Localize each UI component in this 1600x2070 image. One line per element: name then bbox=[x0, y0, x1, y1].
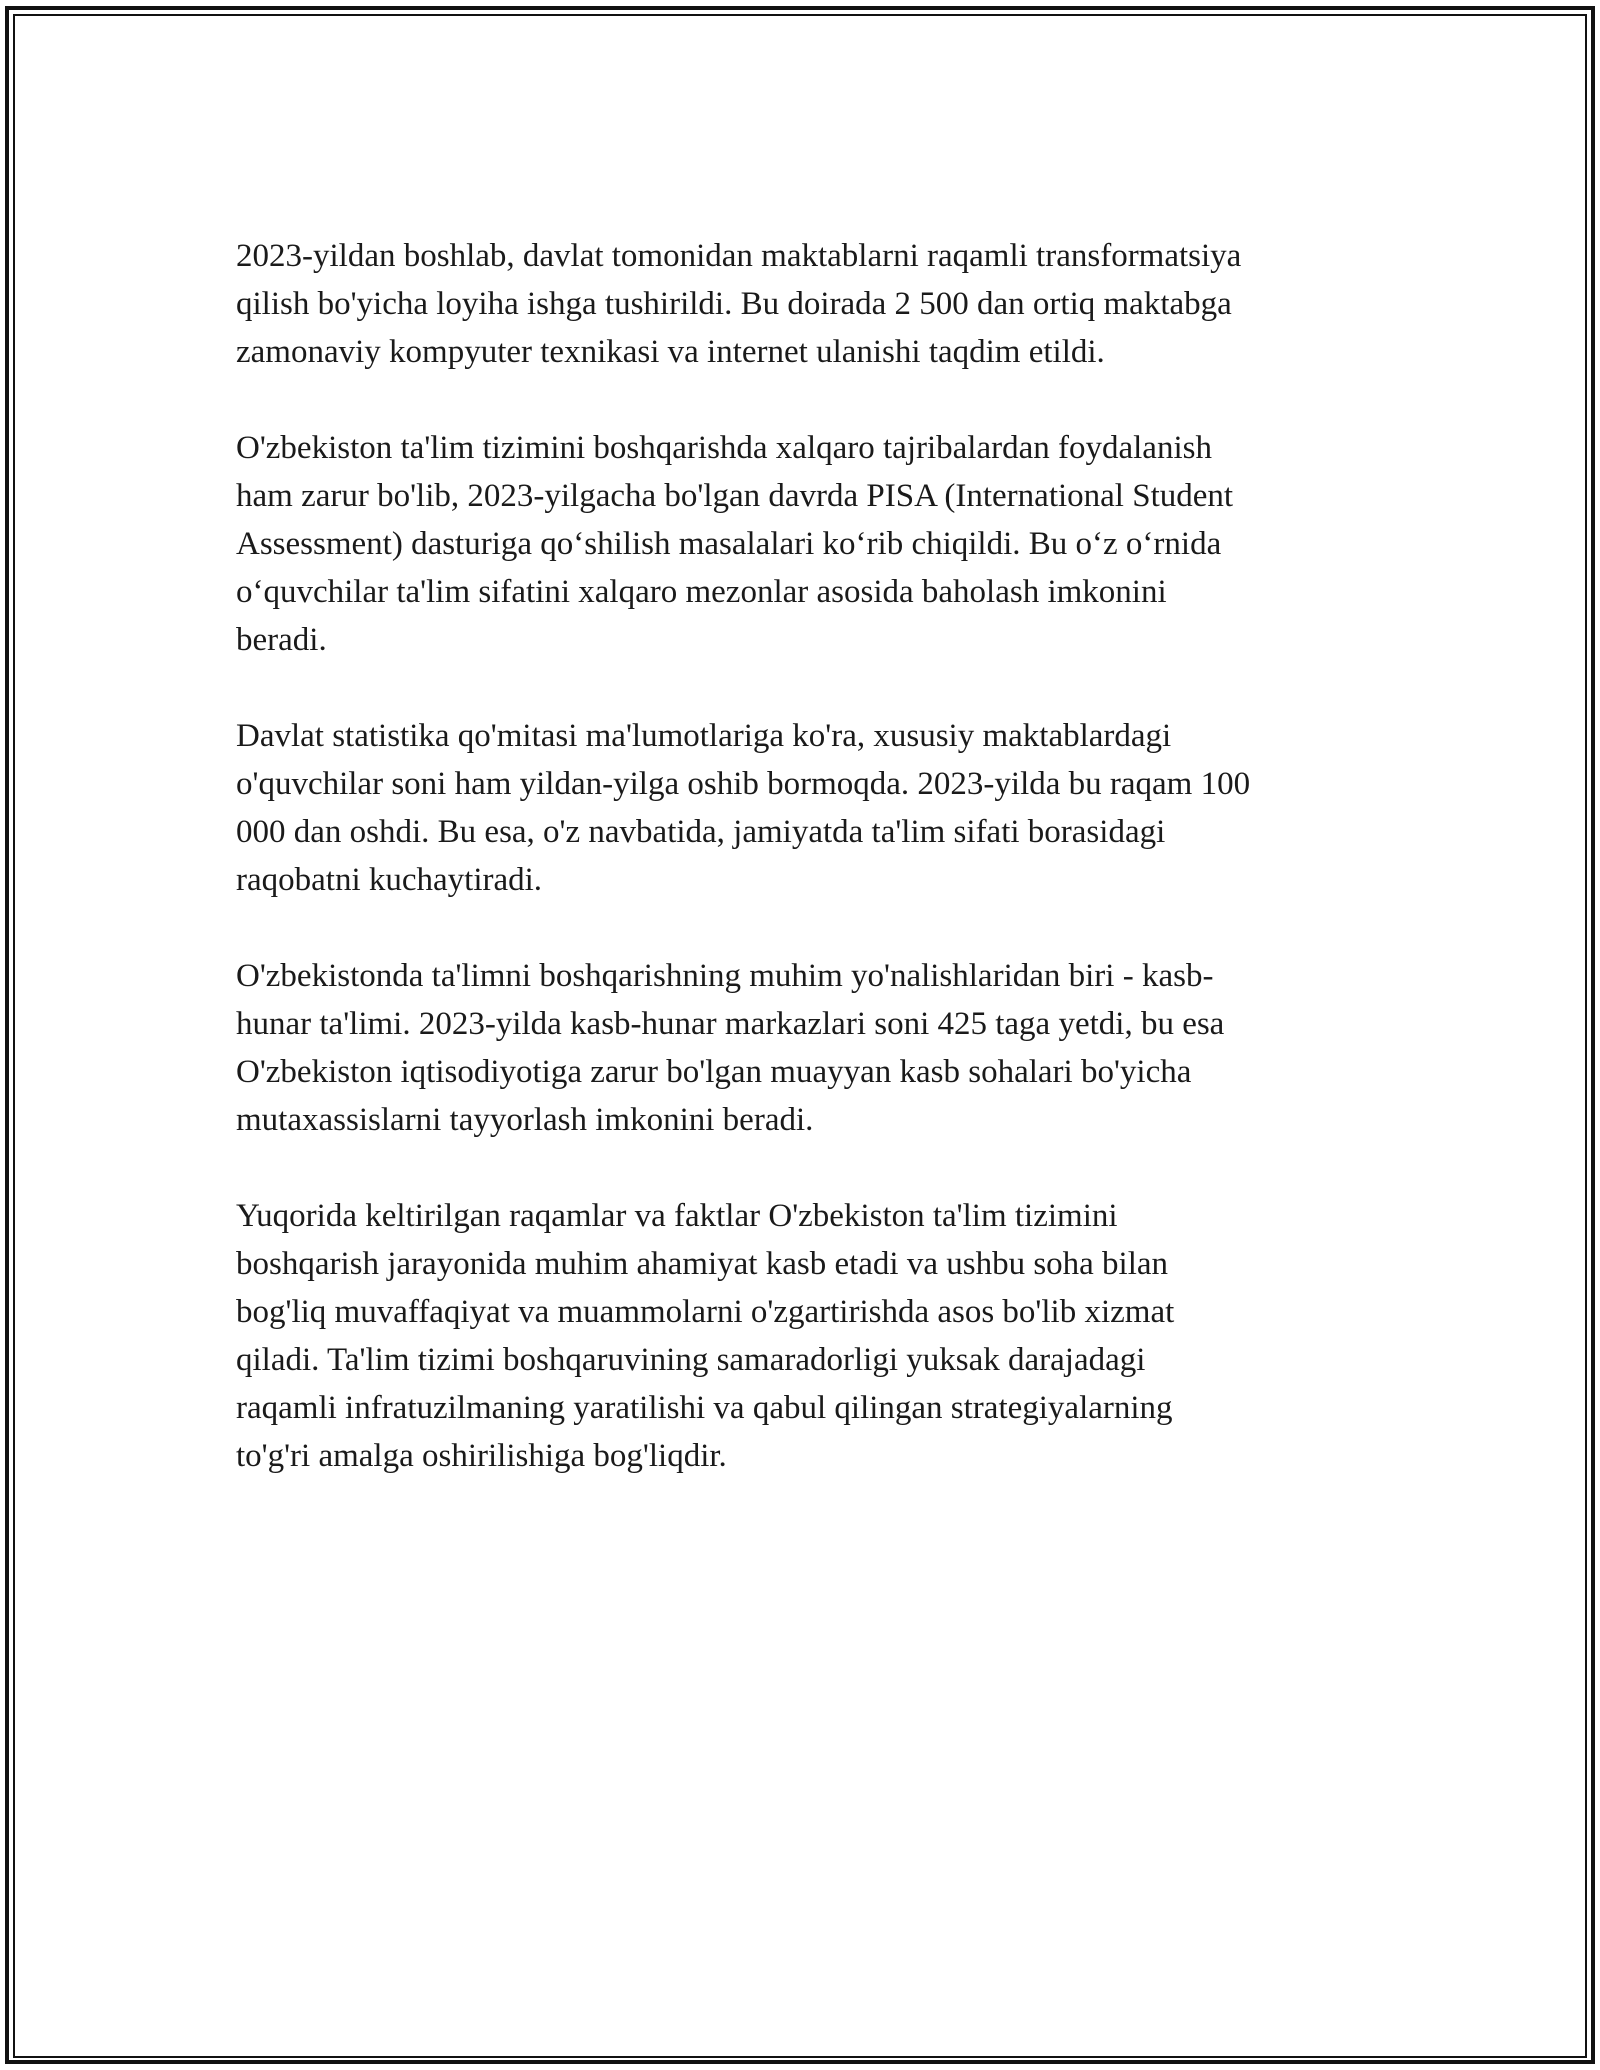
paragraph-line: O'zbekiston ta'lim tizimini boshqarishda xalqaro tajribalardan foydalanish bbox=[236, 430, 1212, 466]
paragraph-line: o'quvchilar soni ham yildan-yilga oshib bormoqda. 2023-yilda bu raqam 100 bbox=[236, 766, 1251, 802]
paragraph-5 bbox=[236, 1192, 1366, 1480]
paragraph-line: to'g'ri amalga oshirilishiga bog'liqdir. bbox=[236, 1438, 727, 1474]
paragraph-line: raqamli infratuzilmaning yaratilishi va qabul qilingan strategiyalarning bbox=[236, 1390, 1173, 1426]
paragraph-4 bbox=[236, 952, 1366, 1144]
paragraph-line: qilish bo'yicha loyiha ishga tushirildi. Bu doirada 2 500 dan ortiq maktabga bbox=[236, 286, 1232, 322]
paragraph-line: mutaxassislarni tayyorlash imkonini beradi. bbox=[236, 1102, 814, 1138]
paragraph-line: Assessment) dasturiga qo‘shilish masalalari ko‘rib chiqildi. Bu o‘z o‘rnida bbox=[236, 526, 1222, 562]
paragraph-2 bbox=[236, 424, 1366, 664]
paragraph-line: O'zbekiston iqtisodiyotiga zarur bo'lgan muayyan kasb sohalari bo'yicha bbox=[236, 1054, 1192, 1090]
paragraph-line: zamonaviy kompyuter texnikasi va internet ulanishi taqdim etildi. bbox=[236, 334, 1105, 370]
paragraph-line: O'zbekistonda ta'limni boshqarishning muhim yo'nalishlaridan biri - kasb- bbox=[236, 958, 1214, 994]
paragraph-line: hunar ta'limi. 2023-yilda kasb-hunar markazlari soni 425 taga yetdi, bu esa bbox=[236, 1006, 1225, 1042]
paragraph-line: bog'liq muvaffaqiyat va muammolarni o'zgartirishda asos bo'lib xizmat bbox=[236, 1294, 1175, 1330]
paragraph-1 bbox=[236, 232, 1366, 376]
paragraph-line: beradi. bbox=[236, 622, 327, 658]
paragraph-line: o‘quvchilar ta'lim sifatini xalqaro mezonlar asosida baholash imkonini bbox=[236, 574, 1167, 610]
paragraph-line: Yuqorida keltirilgan raqamlar va faktlar O'zbekiston ta'lim tizimini bbox=[236, 1198, 1118, 1234]
paragraph-line: qiladi. Ta'lim tizimi boshqaruvining samaradorligi yuksak darajadagi bbox=[236, 1342, 1146, 1378]
paragraph-line: Davlat statistika qo'mitasi ma'lumotlariga ko'ra, xususiy maktablardagi bbox=[236, 718, 1172, 754]
document-body bbox=[236, 232, 1366, 1480]
paragraph-line: 2023-yildan boshlab, davlat tomonidan maktablarni raqamli transformatsiya bbox=[236, 238, 1242, 274]
paragraph-line: boshqarish jarayonida muhim ahamiyat kasb etadi va ushbu soha bilan bbox=[236, 1246, 1169, 1282]
paragraph-line: raqobatni kuchaytiradi. bbox=[236, 862, 543, 898]
paragraph-3 bbox=[236, 712, 1366, 904]
paragraph-line: 000 dan oshdi. Bu esa, o'z navbatida, jamiyatda ta'lim sifati borasidagi bbox=[236, 814, 1166, 850]
paragraph-line: ham zarur bo'lib, 2023-yilgacha bo'lgan davrda PISA (International Student bbox=[236, 478, 1234, 514]
